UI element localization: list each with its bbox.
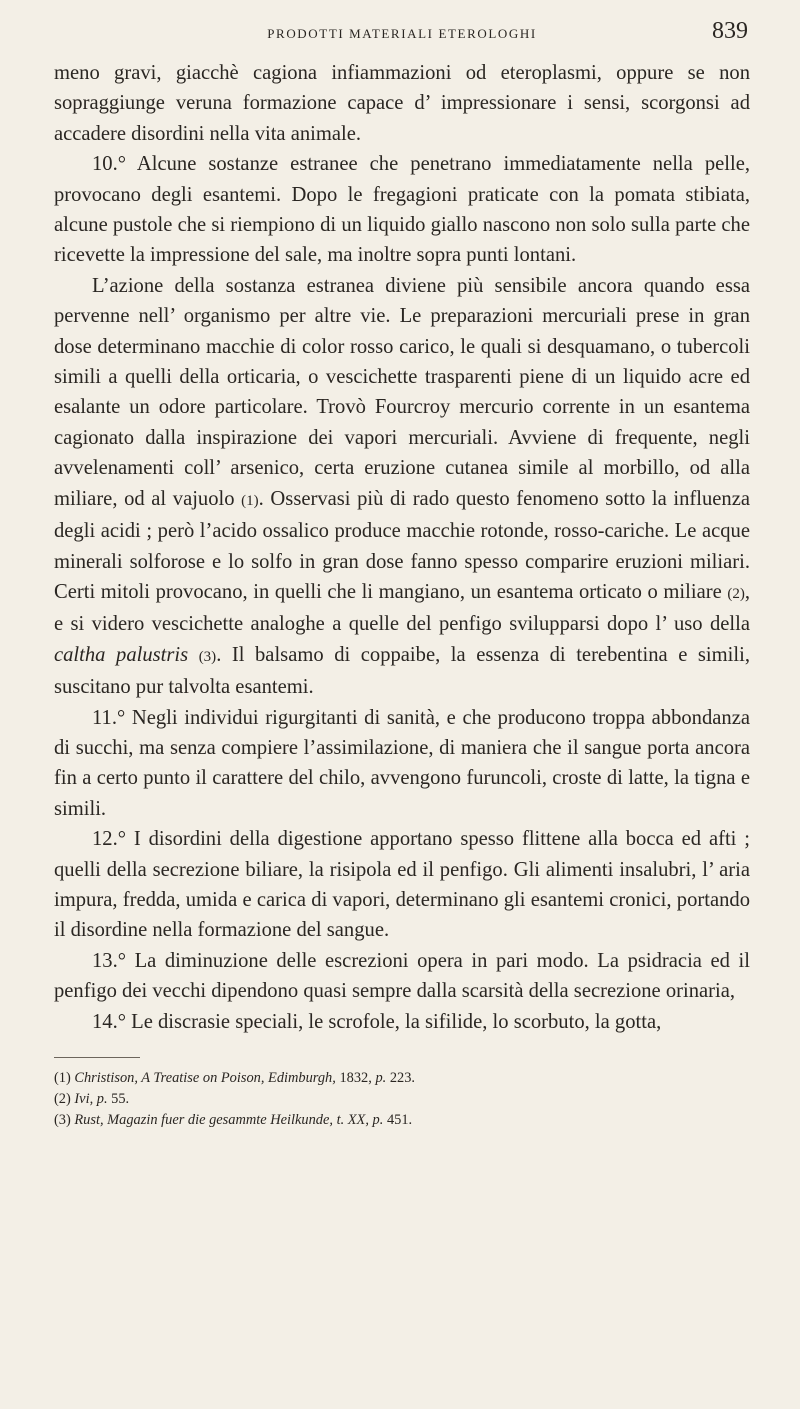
text-run: (2)	[54, 1091, 75, 1107]
paragraph	[54, 271, 750, 703]
paragraph	[54, 824, 750, 946]
text-run	[188, 644, 199, 666]
text-run: 12.° I disordini della digestione apportano spesso flittene alla bocca ed afti ; quelli della secrezione biliare, la risipola ed il penfigo. Gli alimenti insalubri, l’ aria impura, fredda, umida e carica di vapori, determinano gli esantemi cronici, portando il disordine nella formazione del sangue.	[54, 828, 750, 942]
footnote-ref: (3)	[198, 648, 217, 665]
text-run: 55.	[107, 1091, 130, 1107]
italic-text: Rust, Magazin fuer die gesammte Heilkunde, t. XX, p.	[74, 1112, 384, 1128]
text-run: 10.° Alcune sostanze estranee che penetrano immediatamente nella pelle, provocano degli esantemi. Dopo le fregagioni praticate con la pomata stibiata, alcune pustole che si riempiono di un liquido giallo nascono non solo sulla parte che ricevette la impressione del sale, ma inoltre sopra punti lontani.	[54, 153, 750, 267]
text-run: . Il balsamo di coppaibe, la essenza di terebentina e simili, suscitano pur talvolta esantemi.	[54, 643, 750, 699]
footnote-3	[54, 1110, 750, 1131]
footnote-2	[54, 1089, 750, 1110]
body-text	[54, 58, 750, 1037]
text-run: , e si videro vescichette analoghe a quelle del penfigo svilupparsi dopo l’ uso della	[54, 580, 750, 636]
italic-text: Christison, A Treatise on Poison, Edimburgh,	[74, 1070, 336, 1086]
footnote-rule	[54, 1057, 140, 1058]
page-number: 839	[712, 18, 748, 44]
text-run: 13.° La diminuzione delle escrezioni opera in pari modo. La psidracia ed il penfigo dei vecchi dipendono quasi sempre dalla scarsità della secrezione orinaria,	[54, 949, 750, 1003]
paragraph	[54, 149, 750, 271]
text-run: 1832,	[335, 1070, 376, 1086]
page-header	[54, 18, 750, 58]
running-head: PRODOTTI MATERIALI ETEROLOGHI	[267, 26, 537, 41]
italic-text: Ivi, p.	[74, 1091, 108, 1107]
footnotes	[54, 1068, 750, 1131]
text-run: 451.	[383, 1112, 413, 1128]
text-run: meno gravi, giacchè cagiona infiammazioni od eteroplasmi, oppure se non sopraggiunge veruna formazione capace d’ impressionare i sensi, scorgonsi ad accadere disordini nella vita animale.	[54, 62, 750, 145]
text-run: (3)	[54, 1112, 75, 1128]
text-run: 223.	[386, 1070, 416, 1086]
italic-text: p.	[375, 1070, 387, 1086]
paragraph	[54, 58, 750, 149]
footnote-1	[54, 1068, 750, 1089]
text-run: (1)	[54, 1070, 75, 1086]
text-run: . Osservasi più di rado questo fenomeno sotto la influenza degli acidi ; però l’acido ossalico produce macchie rotonde, rosso-cariche. Le acque minerali solforose e lo solfo in gran dose fanno spesso comparire eruzioni miliari. Certi mitoli provocano, in quelli che li mangiano, un esantema orticato o miliare	[54, 487, 751, 603]
footnote-ref: (2)	[727, 585, 745, 602]
paragraph	[54, 946, 750, 1007]
footnote-ref: (1)	[241, 492, 259, 509]
paragraph	[54, 1007, 750, 1037]
text-run: L’azione della sostanza estranea diviene più sensibile ancora quando essa pervenne nell’ organismo per altre vie. Le preparazioni mercuriali prese in gran dose determinano macchie di color rosso carico, le quali si desquamano, o tubercoli simili a quelli della orticaria, o vescichette trasparenti piene di un liquido acre ed esalante un odore particolare. Trovò Fourcroy mercurio corrente in un esantema cagionato dalla inspirazione dei vapori mercuriali. Avviene di frequente, negli avvelenamenti coll’ arsenico, certa eruzione cutanea simile al morbillo, od alla miliare, od al vajuolo	[54, 274, 750, 510]
text-run: 14.° Le discrasie speciali, le scrofole, la sifilide, lo scorbuto, la gotta,	[92, 1010, 662, 1033]
paragraph	[54, 703, 750, 825]
text-run: 11.° Negli individui rigurgitanti di sanità, e che producono troppa abbondanza di succhi, ma senza compiere l’assimilazione, di maniera che il sangue porta ancora fin a certo punto il carattere del chilo, avvengono furuncoli, croste di latte, la tigna e simili.	[54, 706, 750, 820]
italic-text: caltha palustris	[54, 643, 189, 666]
